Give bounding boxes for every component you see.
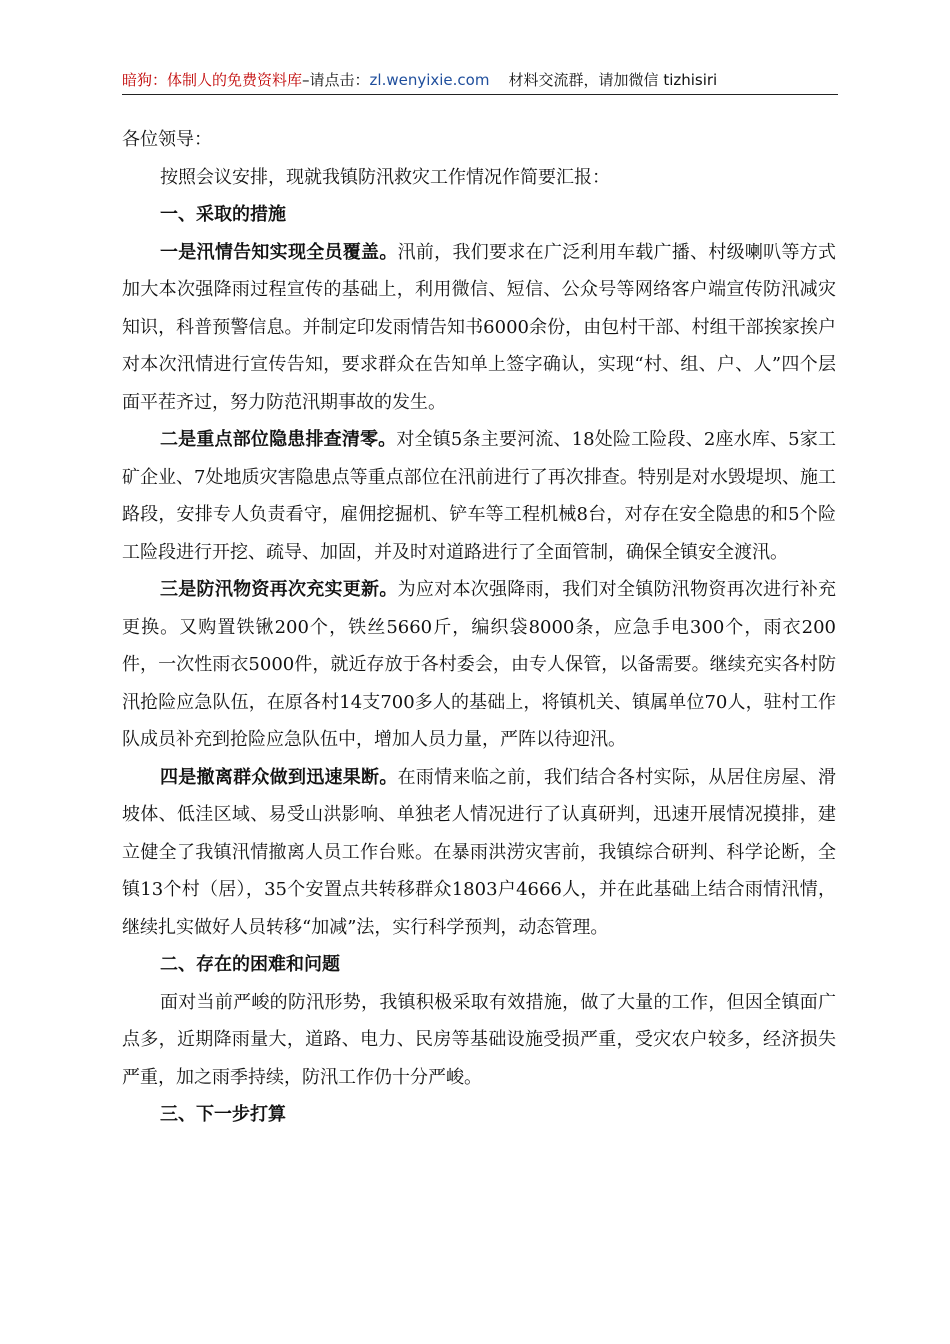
paragraph-3 [122, 571, 836, 759]
header-url-link[interactable]: zl.wenyixie.com [369, 71, 490, 89]
salutation: 各位领导： [122, 129, 212, 150]
paragraph-5: 面对当前严峻的防汛形势，我镇积极采取有效措施，做了大量的工作，但因全镇面广点多，近期降雨量大，道路、电力、民房等基础设施受损严重，受灾农户较多，经济损失严重，加之雨季持续，防汛工作仍十分严峻。 [122, 991, 836, 1088]
paragraph-3-body: 为应对本次强降雨，我们对全镇防汛物资再次进行补充更换。又购置铁锹200个，铁丝5660斤，编织袋8000条，应急手电300个，雨衣200件，一次性雨衣5000件，就近存放于各村委会，由专人保管，以备需要。继续充实各村防汛抢险应急队伍，在原各村14支700多人的基础上，将镇机关、镇属单位70人，驻村工作队成员补充到抢险应急队伍中，增加人员力量，严阵以待迎汛。 [122, 579, 837, 750]
header-wechat-text: 材料交流群，请加微信 tizhisiri [508, 71, 718, 89]
paragraph-1-body: 汛前，我们要求在广泛利用车载广播、村级喇叭等方式加大本次强降雨过程宣传的基础上，利用微信、短信、公众号等网络客户端宣传防汛减灾知识，科普预警信息。并制定印发雨情告知书6000余份，由包村干部、村组干部挨家挨户对本次汛情进行宣传告知，要求群众在告知单上签字确认，实现“村、组、户、人”四个层面平茬齐过，努力防范汛期事故的发生。 [122, 241, 837, 413]
header-site-name: 暗狗：体制人的免费资料库 [122, 71, 303, 89]
header-divider [122, 94, 838, 95]
page-header [122, 70, 838, 90]
paragraph-2-lead: 二是重点部位隐患排查清零。 [160, 429, 397, 450]
paragraph-2-body: 对全镇5条主要河流、18处险工险段、2座水库、5家工矿企业、7处地质灾害隐患点等重点部位在汛前进行了再次排查。特别是对水毁堤坝、施工路段，安排专人负责看守，雇佣挖掘机、铲车等工程机械8台，对存在安全隐患的和5个险工险段进行开挖、疏导、加固，并及时对道路进行了全面管制，确保全镇安全渡汛。 [122, 429, 837, 563]
paragraph-4-body: 在雨情来临之前，我们结合各村实际，从居住房屋、滑坡体、低洼区域、易受山洪影响、单独老人情况进行了认真研判，迅速开展情况摸排，建立健全了我镇汛情撤离人员工作台账。在暴雨洪涝灾害前，我镇综合研判、科学论断，全镇13个村（居），35个安置点共转移群众1803户4666人，并在此基础上结合雨情汛情，继续扎实做好人员转移“加减”法，实行科学预判，动态管理。 [122, 766, 837, 938]
document-body [122, 121, 836, 1134]
paragraph-4-lead: 四是撤离群众做到迅速果断。 [160, 766, 398, 788]
paragraph-4 [122, 759, 836, 947]
section-1-title: 一、采取的措施 [160, 204, 286, 225]
paragraph-1-lead: 一是汛情告知实现全员覆盖。 [160, 241, 398, 263]
paragraph-3-lead: 三是防汛物资再次充实更新。 [160, 579, 398, 600]
intro-paragraph: 按照会议安排，现就我镇防汛救灾工作情况作简要汇报： [160, 166, 610, 188]
paragraph-2 [122, 421, 836, 571]
paragraph-1 [122, 234, 836, 422]
section-2-title: 二、存在的困难和问题 [160, 954, 340, 975]
section-3-title: 三、下一步打算 [160, 1104, 286, 1125]
header-click-prompt: –请点击： [302, 71, 370, 89]
